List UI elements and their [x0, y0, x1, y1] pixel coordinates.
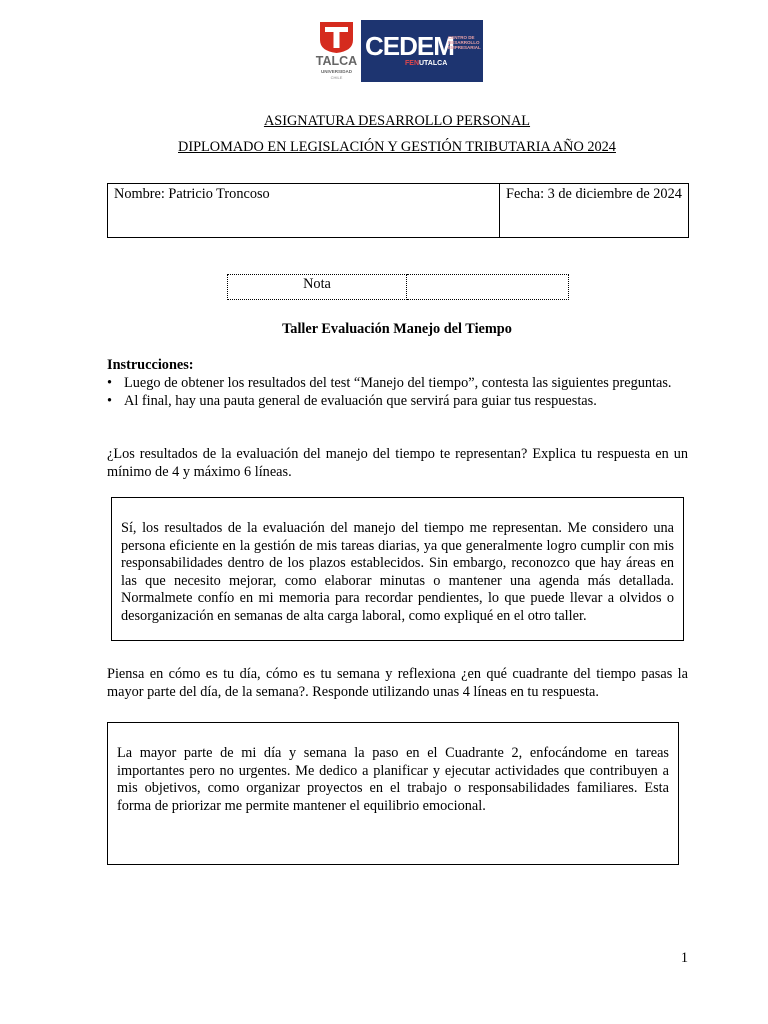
utalca-logo-subtext: UNIVERSIDAD: [320, 69, 352, 74]
date-cell: Fecha: 3 de diciembre de 2024: [500, 184, 689, 238]
info-table: [107, 183, 689, 238]
name-cell: Nombre: Patricio Troncoso: [108, 184, 500, 238]
grade-label: Nota: [228, 275, 407, 300]
cedem-logo-text: CEDEM: [365, 31, 454, 61]
cedem-logo: [361, 20, 483, 82]
page-number: 1: [680, 950, 688, 966]
answer-2-box[interactable]: [107, 722, 679, 865]
cedem-logo-fen: FENUTALCA: [405, 60, 448, 67]
utalca-logo: [312, 20, 361, 82]
answer-2-text: La mayor parte de mi día y semana la paso en el Cuadrante 2, enfocándome en tareas importantes pero no urgentes. Me dedico a planificar y ejecutar actividades que contribuyen a mis objetivos, como organizar proyectos en el trabajo o responsabilidades familiares. Esta forma de priorizar me permite mantener el equilibrio emocional.: [117, 745, 669, 814]
instruction-item: • Al final, hay una pauta general de evaluación que servirá para guiar tus respuestas.: [107, 393, 597, 409]
program-title: DIPLOMADO EN LEGISLACIÓN Y GESTIÓN TRIBUTARIA AÑO 2024: [178, 139, 616, 155]
course-title: ASIGNATURA DESARROLLO PERSONAL: [263, 113, 531, 129]
utalca-shield-icon: [312, 20, 361, 54]
cedem-logo-subtext: CENTRO DE DESARROLLO EMPRESARIAL: [448, 35, 481, 50]
grade-value: [407, 275, 569, 300]
answer-1-box[interactable]: [111, 497, 684, 641]
utalca-logo-text: TALCA: [315, 54, 358, 68]
instruction-item: • Luego de obtener los resultados del test “Manejo del tiempo”, contesta las siguientes preguntas.: [107, 375, 672, 391]
question-2: Piensa en cómo es tu día, cómo es tu semana y reflexiona ¿en qué cuadrante del tiempo pasas la mayor parte del día, de la semana?. Responde utilizando unas 4 líneas en tu respuesta.: [107, 666, 688, 700]
bullet-icon: •: [107, 375, 113, 391]
instructions-list: [107, 374, 688, 410]
workshop-title: Taller Evaluación Manejo del Tiempo: [282, 321, 512, 337]
instructions-title: Instrucciones:: [107, 357, 194, 373]
bullet-icon: •: [107, 393, 113, 409]
question-1: ¿Los resultados de la evaluación del manejo del tiempo te representan? Explica tu respuesta en un mínimo de 4 y máximo 6 líneas.: [107, 446, 688, 480]
utalca-logo-country: CHILE: [330, 75, 343, 80]
grade-table: [227, 274, 569, 300]
answer-1-text: Sí, los resultados de la evaluación del manejo del tiempo me representan. Me considero una persona eficiente en la gestión de mis tareas diarias, ya que generalmente logro cumplir con mis responsabilidades dentro de los plazos establecidos. Sin embargo, reconozco que hay áreas en las que necesito mejorar, como elaborar minutas o mantener una agenda más detallada. Normalmete confío en mi memoria para recordar pendientes, lo que puede llevar a olvidos o desorganización en semanas de alta carga laboral, como expliqué en el otro taller.: [121, 520, 674, 624]
